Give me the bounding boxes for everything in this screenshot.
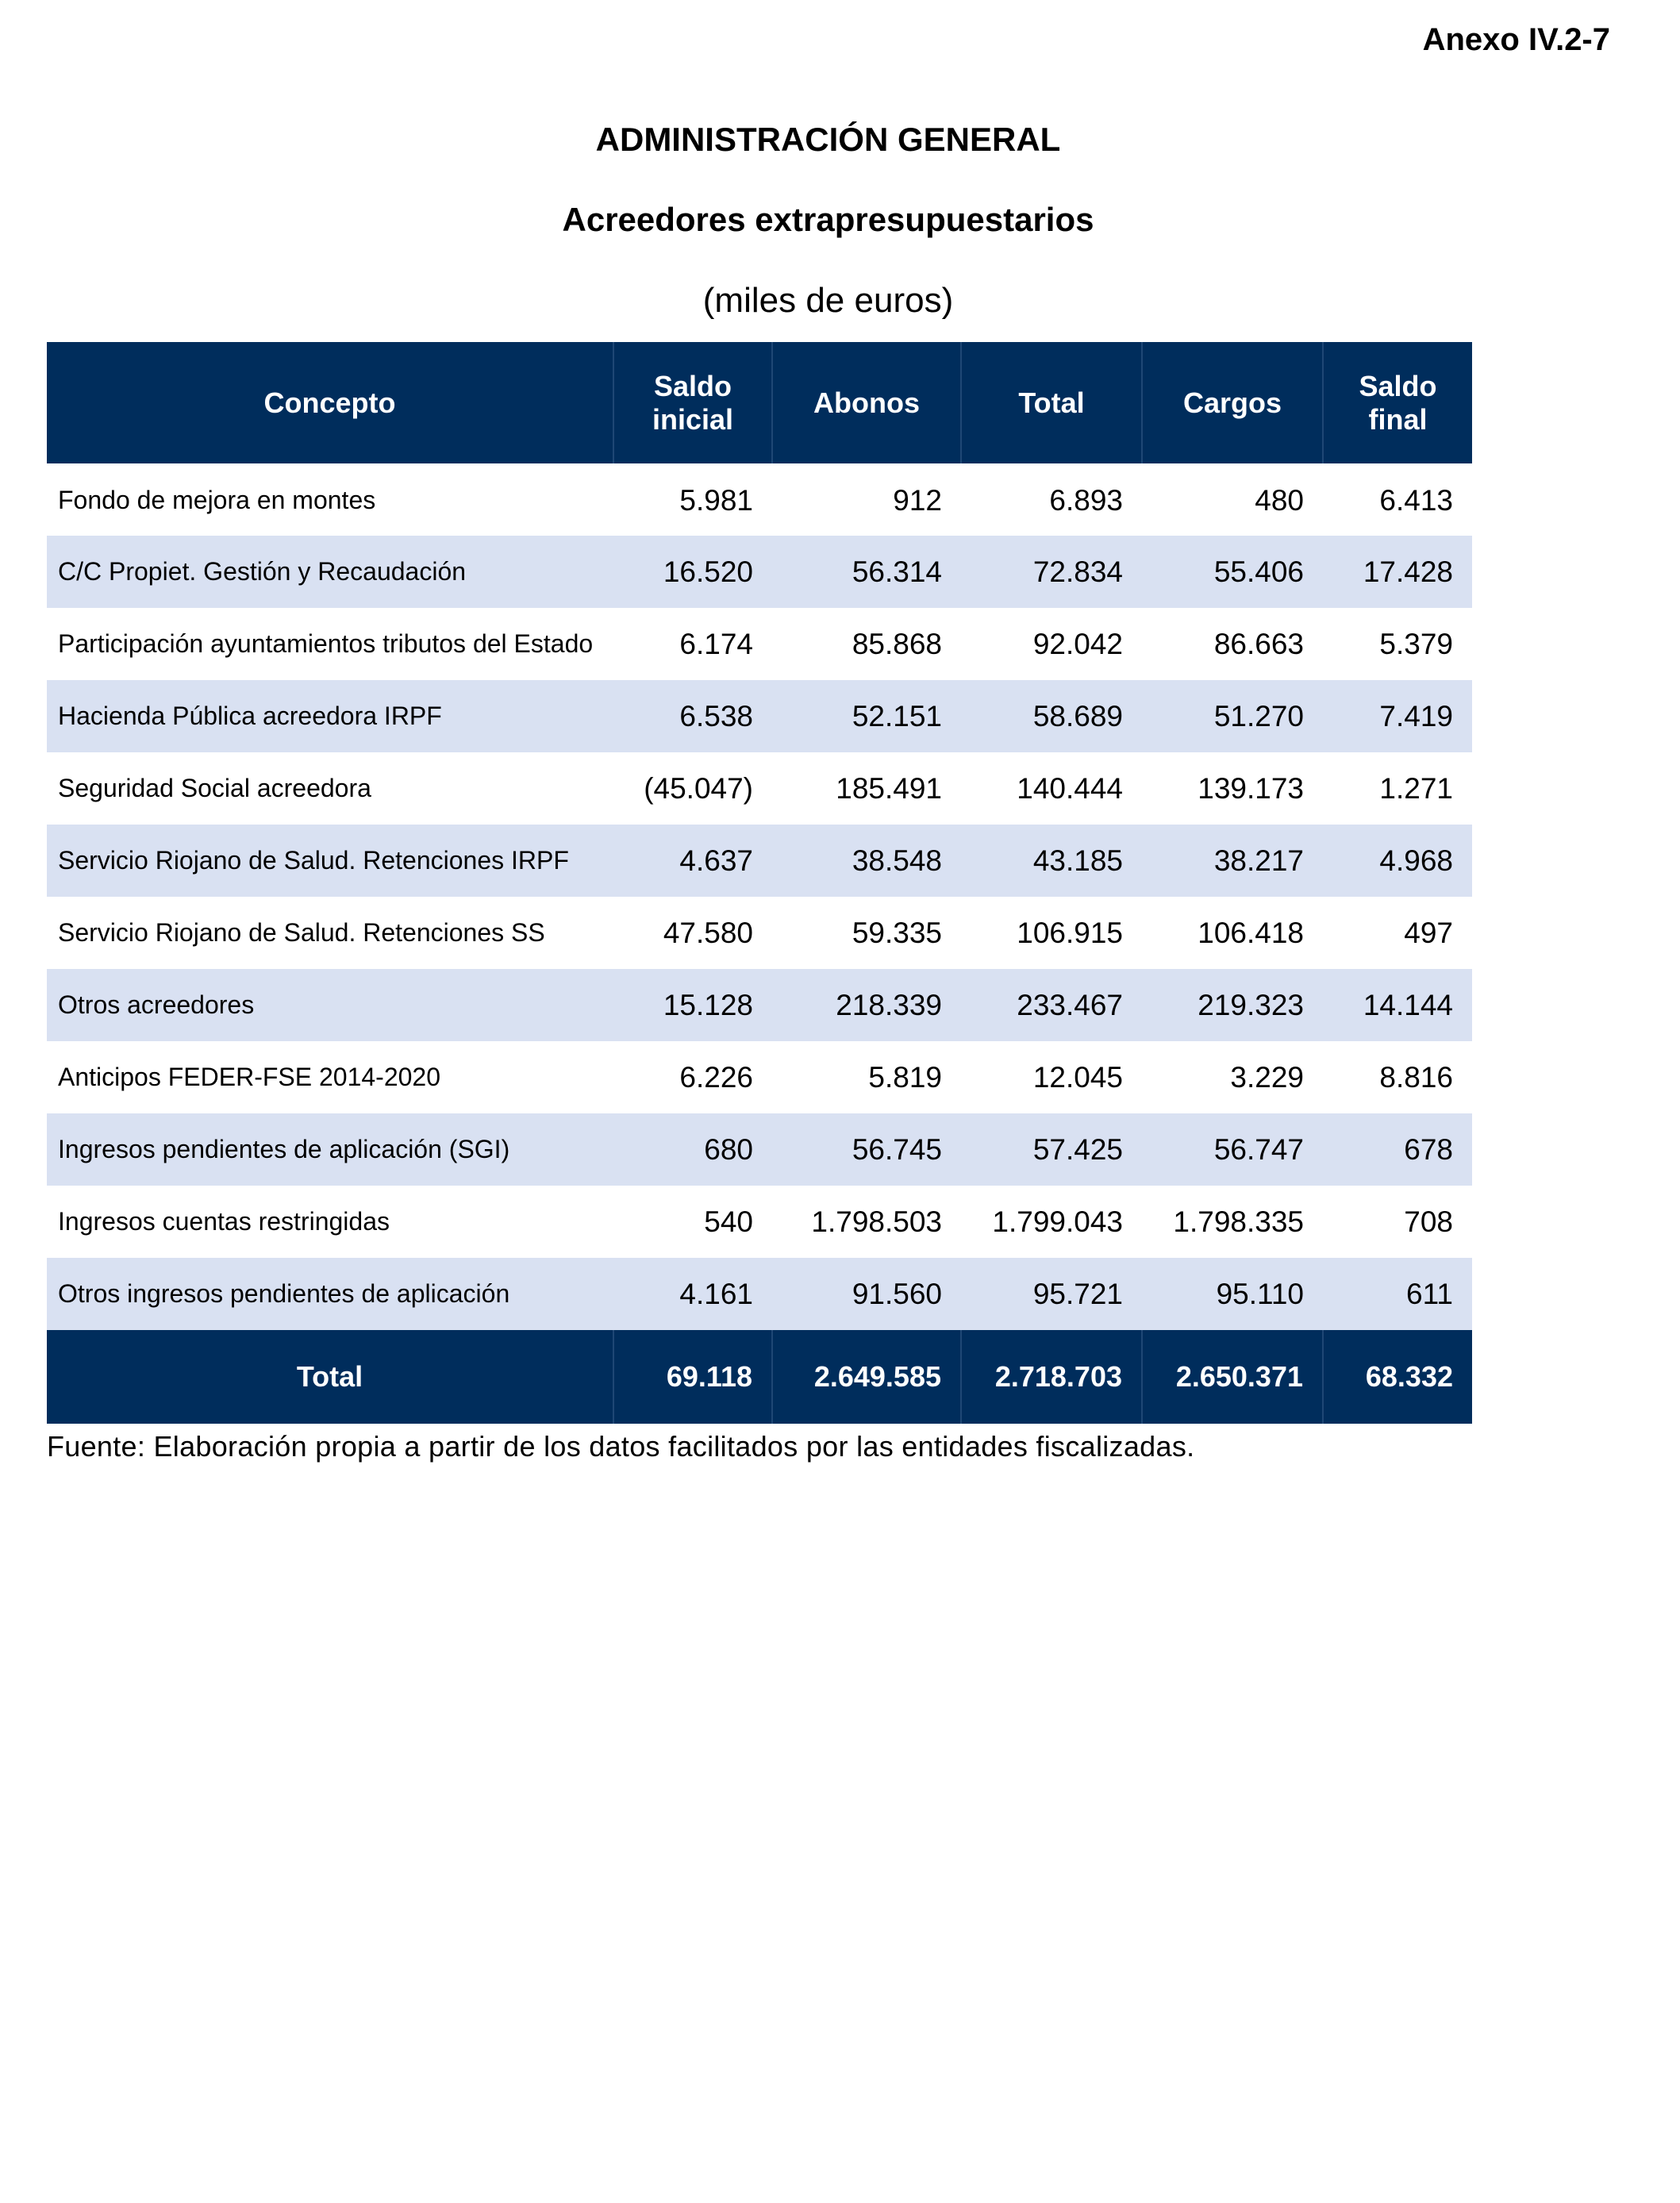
cell-saldo-inicial: 15.128	[663, 988, 753, 1021]
cell-saldo-inicial: 4.161	[679, 1277, 753, 1310]
cell-abonos: 5.819	[868, 1060, 942, 1094]
cell-saldo-inicial: 540	[704, 1205, 753, 1238]
cell-concepto: Servicio Riojano de Salud. Retenciones IRPF	[58, 846, 569, 875]
cell-saldo-final: 8.816	[1379, 1060, 1453, 1094]
cell-concepto: Otros ingresos pendientes de aplicación	[58, 1279, 510, 1308]
cell-total: 1.799.043	[992, 1205, 1123, 1238]
header-concepto: Concepto	[263, 386, 396, 419]
cell-concepto: Ingresos cuentas restringidas	[58, 1207, 390, 1236]
cell-concepto: Ingresos pendientes de aplicación (SGI)	[58, 1135, 510, 1163]
cell-total: 92.042	[1032, 627, 1123, 660]
header-saldo-inicial: Saldo inicial	[613, 342, 772, 463]
cell-total: 106.915	[1017, 916, 1123, 949]
source-note: Fuente: Elaboración propia a partir de los datos facilitados por las entidades fiscalizadas.	[47, 1430, 1195, 1463]
cell-abonos: 56.745	[852, 1132, 942, 1166]
cell-cargos: 1.798.335	[1173, 1205, 1304, 1238]
header-saldo-final: Saldo final	[1323, 342, 1472, 463]
total-abonos: 2.649.585	[772, 1330, 961, 1424]
table-row	[47, 825, 1472, 897]
total-saldo-final: 68.332	[1323, 1330, 1472, 1424]
table-row	[47, 969, 1472, 1041]
header-abonos: Abonos	[772, 342, 961, 463]
cell-concepto: Otros acreedores	[58, 990, 255, 1019]
table-row	[47, 680, 1472, 752]
cell-cargos: 95.110	[1216, 1277, 1304, 1310]
table-row	[47, 1113, 1472, 1186]
cell-cargos: 106.418	[1198, 916, 1304, 949]
cell-total: 12.045	[1032, 1060, 1123, 1094]
cell-cargos: 3.229	[1230, 1060, 1304, 1094]
page-subtitle: Acreedores extrapresupuestarios	[562, 201, 1094, 238]
page-title: ADMINISTRACIÓN GENERAL	[595, 121, 1061, 158]
cell-saldo-final: 678	[1404, 1132, 1453, 1166]
cell-concepto: Anticipos FEDER-FSE 2014-2020	[58, 1063, 440, 1091]
cell-total: 58.689	[1032, 699, 1123, 732]
table-row	[47, 752, 1472, 825]
cell-abonos: 38.548	[852, 844, 942, 877]
cell-saldo-final: 6.413	[1379, 483, 1453, 517]
cell-abonos: 218.339	[836, 988, 942, 1021]
cell-cargos: 219.323	[1198, 988, 1304, 1021]
table-body	[47, 463, 1472, 1330]
table-row	[47, 1258, 1472, 1330]
cell-abonos: 52.151	[852, 699, 942, 732]
total-cargos: 2.650.371	[1142, 1330, 1323, 1424]
cell-abonos: 185.491	[836, 771, 942, 805]
cell-saldo-final: 708	[1404, 1205, 1453, 1238]
cell-cargos: 55.406	[1213, 555, 1304, 588]
table-row	[47, 1186, 1472, 1258]
cell-cargos: 139.173	[1198, 771, 1304, 805]
cell-saldo-final: 1.271	[1379, 771, 1453, 805]
cell-saldo-final: 611	[1406, 1277, 1453, 1310]
header-cargos: Cargos	[1142, 342, 1323, 463]
cell-total: 233.467	[1017, 988, 1123, 1021]
cell-concepto: Fondo de mejora en montes	[58, 486, 376, 514]
cell-abonos: 91.560	[852, 1277, 942, 1310]
cell-cargos: 56.747	[1213, 1132, 1304, 1166]
cell-concepto: C/C Propiet. Gestión y Recaudación	[58, 557, 467, 586]
cell-saldo-inicial: 4.637	[679, 844, 753, 877]
cell-cargos: 51.270	[1213, 699, 1304, 732]
cell-saldo-inicial: 5.981	[679, 483, 753, 517]
cell-saldo-inicial: 6.174	[679, 627, 753, 660]
table-row	[47, 536, 1472, 608]
cell-saldo-inicial: 6.538	[679, 699, 753, 732]
table-row	[47, 897, 1472, 969]
annex-label: Anexo IV.2-7	[1422, 22, 1610, 57]
cell-saldo-final: 17.428	[1363, 555, 1453, 588]
cell-cargos: 86.663	[1213, 627, 1304, 660]
cell-saldo-final: 4.968	[1379, 844, 1453, 877]
cell-concepto: Hacienda Pública acreedora IRPF	[58, 702, 442, 730]
cell-saldo-final: 497	[1404, 916, 1453, 949]
cell-abonos: 56.314	[852, 555, 942, 588]
total-saldo-inicial: 69.118	[613, 1330, 772, 1424]
cell-saldo-inicial: 6.226	[679, 1060, 753, 1094]
cell-saldo-inicial: 680	[704, 1132, 753, 1166]
table-header-row	[47, 342, 1472, 463]
cell-total: 6.893	[1049, 483, 1123, 517]
table-total-row	[47, 1330, 1472, 1424]
total-label: Total	[296, 1360, 363, 1393]
total-total: 2.718.703	[961, 1330, 1142, 1424]
table-row	[47, 1041, 1472, 1113]
cell-total: 140.444	[1017, 771, 1123, 805]
cell-saldo-final: 5.379	[1379, 627, 1453, 660]
cell-total: 57.425	[1032, 1132, 1123, 1166]
cell-saldo-inicial: 47.580	[663, 916, 753, 949]
cell-concepto: Participación ayuntamientos tributos del Estado	[58, 629, 594, 658]
cell-total: 72.834	[1032, 555, 1123, 588]
cell-saldo-final: 7.419	[1379, 699, 1453, 732]
cell-abonos: 912	[893, 483, 942, 517]
cell-abonos: 59.335	[852, 916, 942, 949]
cell-cargos: 480	[1255, 483, 1304, 517]
units-label: (miles de euros)	[702, 281, 954, 320]
cell-concepto: Seguridad Social acreedora	[58, 774, 371, 802]
cell-total: 95.721	[1032, 1277, 1123, 1310]
cell-abonos: 1.798.503	[811, 1205, 942, 1238]
table-row	[47, 608, 1472, 680]
cell-saldo-final: 14.144	[1363, 988, 1453, 1021]
cell-saldo-inicial: (45.047)	[644, 771, 753, 805]
cell-concepto: Servicio Riojano de Salud. Retenciones SS	[58, 918, 545, 947]
header-total: Total	[961, 342, 1142, 463]
cell-cargos: 38.217	[1213, 844, 1304, 877]
creditors-table	[47, 342, 1472, 1424]
cell-total: 43.185	[1032, 844, 1123, 877]
cell-saldo-inicial: 16.520	[663, 555, 753, 588]
table-row	[47, 463, 1472, 536]
cell-abonos: 85.868	[852, 627, 942, 660]
